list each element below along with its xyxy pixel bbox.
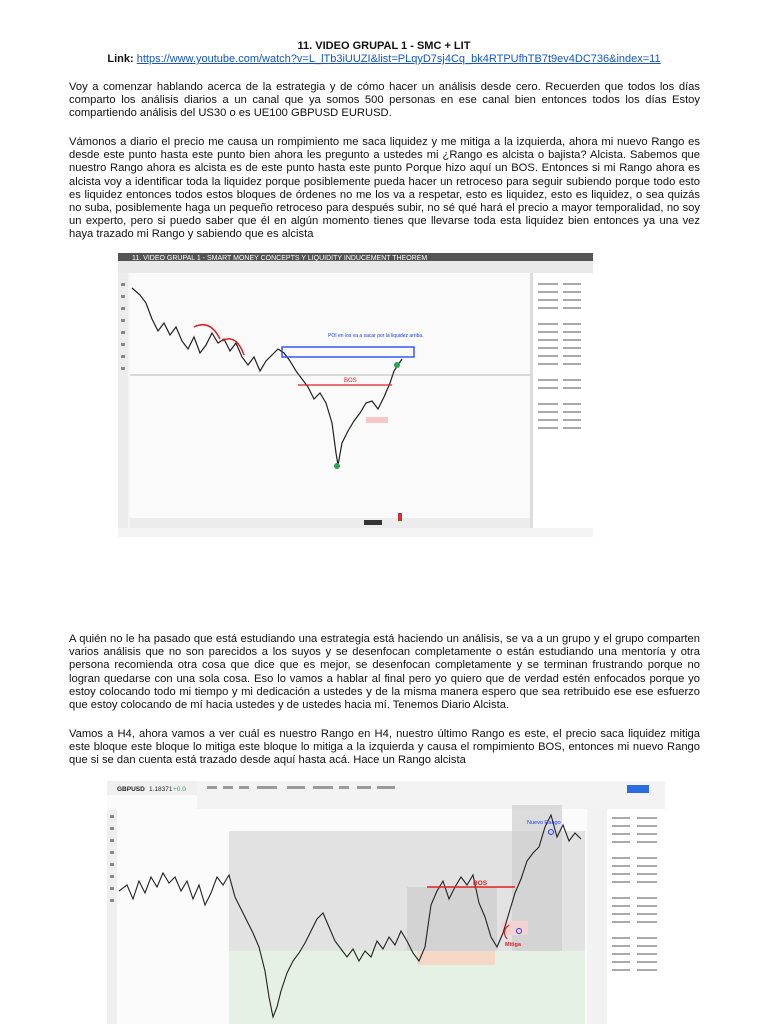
chart-screenshot-1 — [118, 253, 593, 537]
change-label: +0.0 — [173, 786, 186, 793]
video-title: 11. VIDEO GRUPAL 1 - SMART MONEY CONCEPTS Y LIQUIDITY INDUCEMENT THEOREM — [132, 255, 428, 262]
bos-label-1: BOS — [344, 378, 357, 384]
chart-screenshot-2 — [107, 781, 665, 1024]
price-label: 1.18371 — [149, 786, 173, 793]
video-link[interactable]: https://www.youtube.com/watch?v=L_lTb3iUUZI&list=PLqyD7sj4Cq_bk4RTPUfhTB7t9ev4DC736&index=11 — [136, 53, 661, 65]
link-line — [0, 53, 768, 65]
nuevo-rango-label: Nuevo Rango — [527, 820, 561, 826]
paragraph-1: Voy a comenzar hablando acerca de la estrategia y de cómo hacer un análisis desde cero. Recuerden que todos los días comparto los análisis diarios a un canal que ya somos 500 personas en ese canal bien entonces todos los días Estoy compartiendo análisis del US30 o es UE100 GBPUSD EURUSD. — [69, 81, 700, 120]
poi-note: POI en los va a sacar por la liquidez arriba. — [328, 333, 424, 339]
paragraph-4: Vamos a H4, ahora vamos a ver cuál es nuestro Rango en H4, nuestro último Rango es este, el precio saca liquidez mitiga este bloque este bloque lo mitiga este bloque lo mitiga a la izquierda y causa el rompimiento BOS, entonces mi nuevo Rango que si se dan cuenta está trazado desde aquí hasta acá. Hace un Rango alcista — [69, 728, 700, 767]
paragraph-3: A quién no le ha pasado que está estudiando una estrategia está haciendo un análisis, se va a un grupo y el grupo comparten varios análisis que no son parecidos a los suyos y se desenfocan completamente o están estudiando una mentoría y otra persona recomienda otra cosa que dice que es mejor, se desenfocan completamente y se terminan frustrando porque no logran quedarse con una sola cosa. Eso lo vamos a hablar al final pero yo quiero que de verdad estén enfocados porque yo estoy colocando todo mi tiempo y mi dedicación a ustedes y de la misma manera espero que sea retribuido ese ese esfuerzo que estoy colocando de mí hacia ustedes y de ustedes hacia mí. Tenemos Diario Alcista. — [69, 633, 700, 712]
document-title: 11. VIDEO GRUPAL 1 - SMC + LIT — [297, 40, 471, 52]
link-label: Link: — [107, 53, 134, 65]
paragraph-2: Vámonos a diario el precio me causa un rompimiento me saca liquidez y me mitiga a la izquierda, ahora mi nuevo Rango es desde este punto hasta este punto bien ahora les pregunto a ustedes mi ¿Rango es alcista o bajista? Alcista. Sabemos que nuestro Rango ahora es alcista es de este punto hasta este punto Porque hizo aquí un BOS. Entonces si mi Rango ahora es alcista voy a identificar toda la liquidez porque posiblemente pueda hacer un retroceso para seguir subiendo porque todo esto es liquidez entonces todos estos bloques de órdenes no me los va a respetar, esto es liquidez, esto es liquidez, o sea quizás no suba, posiblemente haga un pequeño retroceso para después subir, no sé qué hará el precio a mayor temporalidad, no soy un experto, pero si puedo saber que él en algún momento tienes que llevarse toda esta liquidez bien entonces ya una vez haya trazado mi Rango y sabiendo que es alcista — [69, 136, 700, 241]
symbol-label: GBPUSD — [117, 786, 145, 793]
mitiga-label: Mitiga — [505, 942, 521, 948]
bos-label-2: BOS — [473, 880, 488, 887]
